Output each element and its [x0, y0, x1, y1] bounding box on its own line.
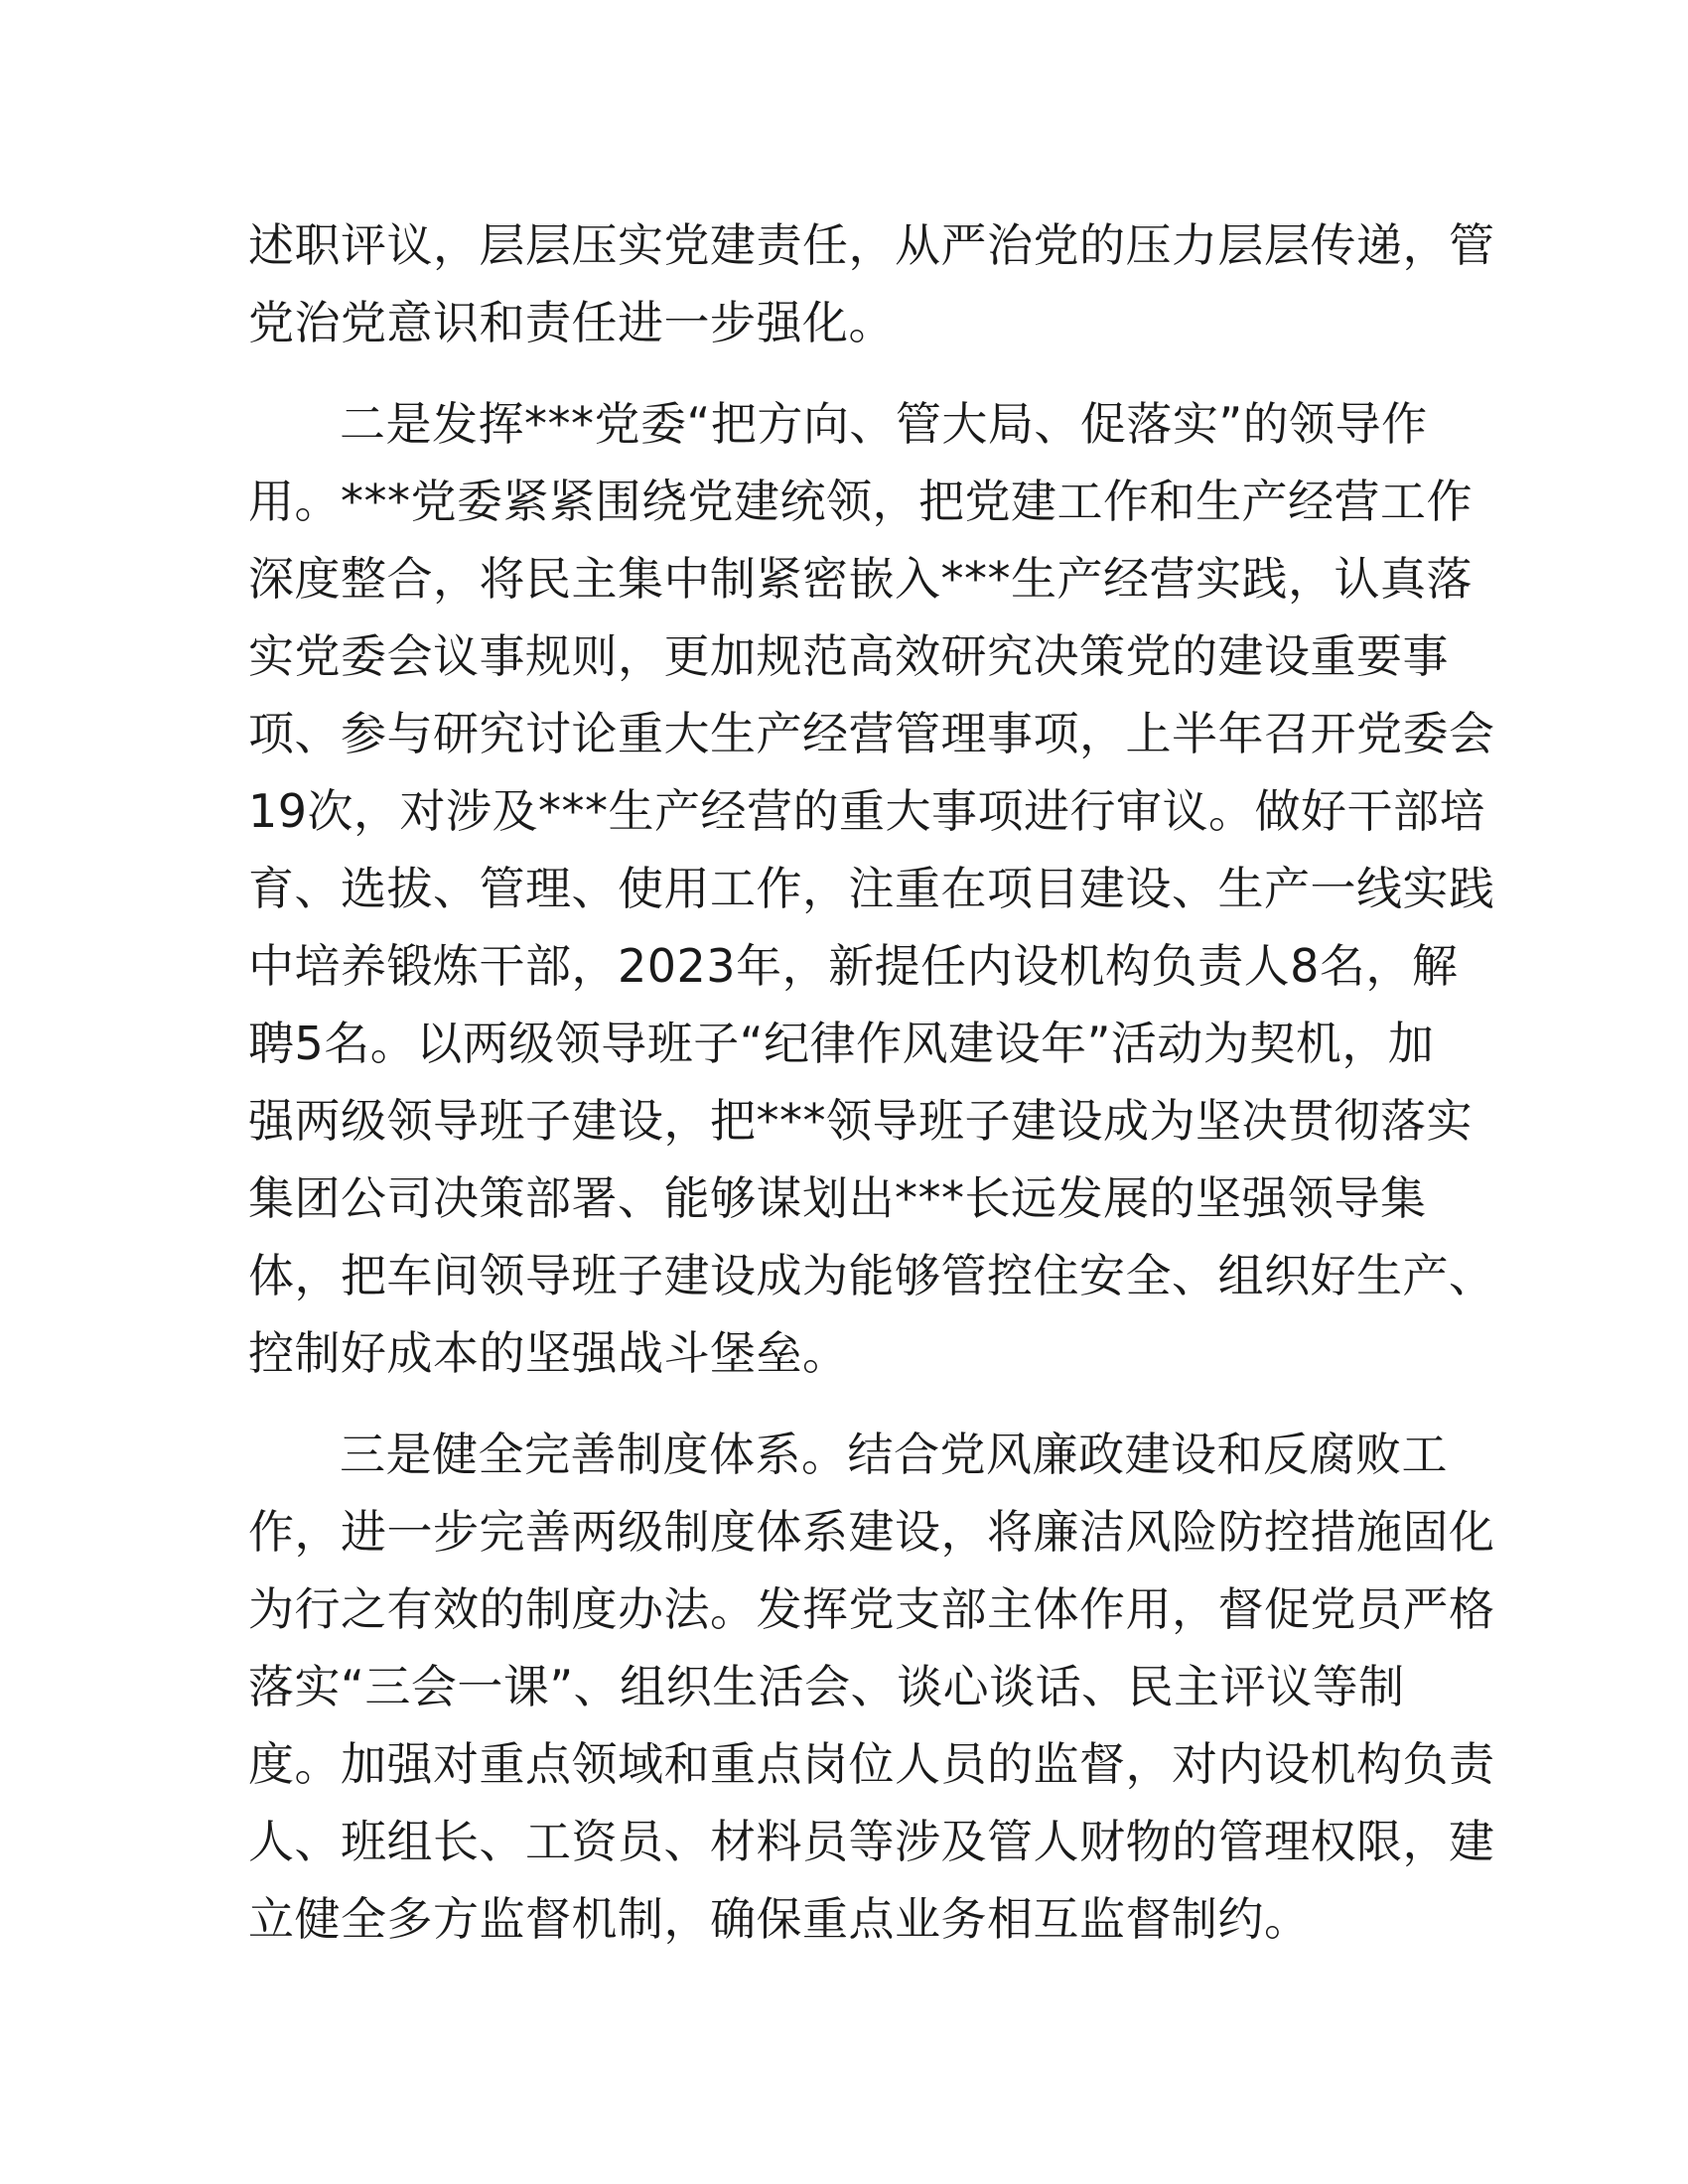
text-line: 党治党意识和责任进一步强化。	[248, 296, 895, 349]
text-line: 聘5名。以两级领导班子“纪律作风建设年”活动为契机，加	[248, 1017, 1435, 1070]
text-line: 深度整合，将民主集中制紧密嵌入***生产经营实践，认真落	[248, 552, 1473, 606]
text-line: 为行之有效的制度办法。发挥党支部主体作用，督促党员严格	[248, 1582, 1495, 1636]
text-line: 述职评议，层层压实党建责任，从严治党的压力层层传递，管	[248, 218, 1495, 272]
text-line: 中培养锻炼干部，2023年，新提任内设机构负责人8名，解	[248, 939, 1459, 993]
text-line: 作，进一步完善两级制度体系建设，将廉洁风险防控措施固化	[248, 1505, 1495, 1559]
text-line: 体，把车间领导班子建设成为能够管控住安全、组织好生产、	[248, 1249, 1495, 1302]
text-line: 立健全多方监督机制，确保重点业务相互监督制约。	[248, 1892, 1311, 1946]
text-line: 强两级领导班子建设，把***领导班子建设成为坚决贯彻落实	[248, 1094, 1473, 1148]
document-body	[248, 206, 1495, 1958]
text-line: 三是健全完善制度体系。结合党风廉政建设和反腐败工	[340, 1428, 1448, 1481]
text-line: 度。加强对重点领域和重点岗位人员的监督，对内设机构负责	[248, 1737, 1495, 1791]
text-line: 控制好成本的坚强战斗堡垒。	[248, 1326, 849, 1380]
text-line: 实党委会议事规则，更加规范高效研究决策党的建设重要事	[248, 629, 1449, 683]
text-line: 19次，对涉及***生产经营的重大事项进行审议。做好干部培	[248, 784, 1486, 838]
text-line: 二是发挥***党委“把方向、管大局、促落实”的领导作	[340, 397, 1428, 451]
text-line: 用。***党委紧紧围绕党建统领，把党建工作和生产经营工作	[248, 475, 1473, 528]
paragraph-1	[248, 206, 1495, 361]
text-line: 人、班组长、工资员、材料员等涉及管人财物的管理权限，建	[248, 1815, 1495, 1868]
text-line: 集团公司决策部署、能够谋划出***长远发展的坚强领导集	[248, 1171, 1427, 1225]
paragraph-2	[248, 385, 1495, 1392]
text-line: 落实“三会一课”、组织生活会、谈心谈话、民主评议等制	[248, 1660, 1405, 1713]
text-line: 育、选拔、管理、使用工作，注重在项目建设、生产一线实践	[248, 862, 1495, 915]
paragraph-3	[248, 1416, 1495, 1958]
text-line: 项、参与研究讨论重大生产经营管理事项，上半年召开党委会	[248, 707, 1495, 760]
